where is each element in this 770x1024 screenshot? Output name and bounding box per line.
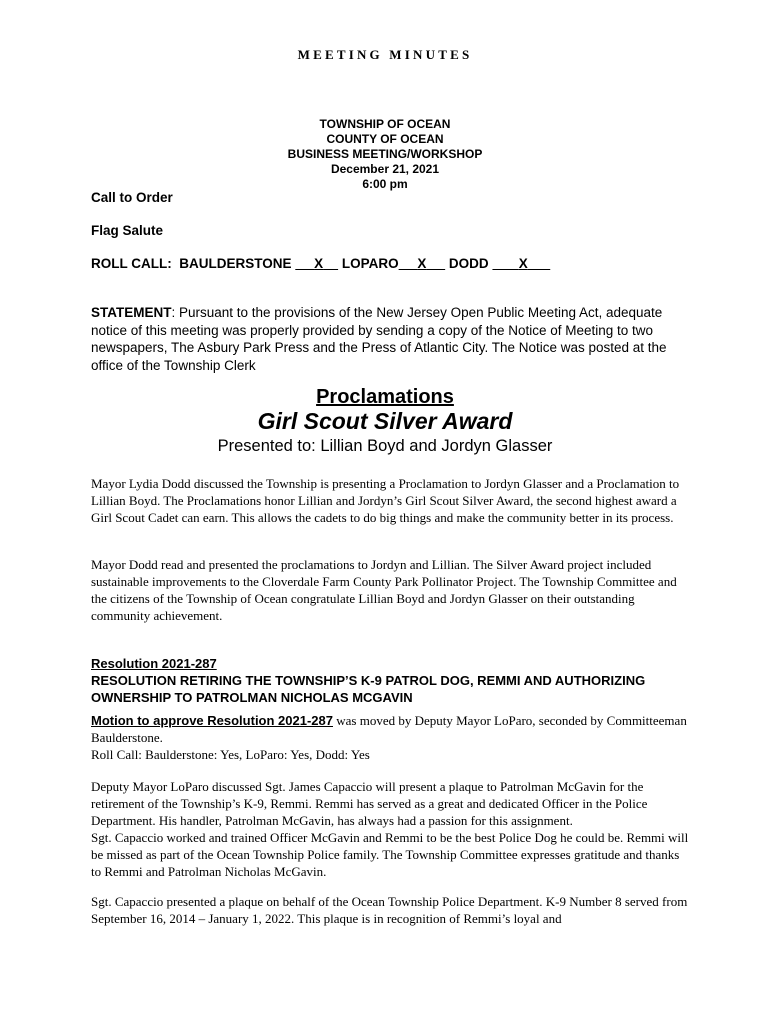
- award-title: Girl Scout Silver Award: [257, 408, 513, 434]
- roll-member-mark: X: [417, 256, 427, 271]
- presented-to: Presented to: Lillian Boyd and Jordyn Glasser: [217, 437, 553, 455]
- proclamations-heading: Proclamations: [316, 386, 454, 408]
- call-to-order-heading: Call to Order: [91, 190, 173, 205]
- meeting-type-line: BUSINESS MEETING/WORKSHOP: [287, 147, 483, 161]
- roll-member-name: BAULDERSTONE: [179, 256, 292, 271]
- roll-member-mark: X: [314, 256, 324, 271]
- statement-label: STATEMENT: [91, 305, 172, 320]
- resolution-title: RESOLUTION RETIRING THE TOWNSHIP’S K-9 PATROL DOG, REMMI AND AUTHORIZING OWNERSHIP TO PATROLMAN NICHOLAS MCGAVIN: [91, 673, 646, 705]
- flag-salute-heading: Flag Salute: [91, 223, 164, 238]
- document-title: MEETING MINUTES: [297, 47, 473, 62]
- motion-paragraph: [91, 712, 691, 763]
- resolution-paragraph: Deputy Mayor LoParo discussed Sgt. James Capaccio will present a plaque to Patrolman McGavin for the retirement of the Township’s K-9, Remmi. Remmi has served as a great and dedicated Officer in the Police Department. His handler, Patrolman McGavin, has always had a passion for this assignment. Sgt. Capaccio worked and trained Officer McGavin and Remmi to be the best Police Dog he could be. Remmi will be missed as part of the Ocean Township Police family. The Township Committee expresses gratitude and thanks to Remmi and Patrolman Nicholas McGavin.: [91, 779, 689, 879]
- motion-text: was moved by Deputy Mayor LoParo, seconded by Committeeman Baulderstone.: [91, 713, 687, 745]
- resolution-roll-call: Roll Call: Baulderstone: Yes, LoParo: Yes, Dodd: Yes: [91, 747, 370, 762]
- resolution-header: [91, 655, 691, 706]
- roll-member-name: DODD: [448, 256, 489, 271]
- motion-label: Motion to approve Resolution 2021-287: [91, 713, 333, 728]
- meeting-header: [185, 117, 585, 192]
- resolution-number: Resolution 2021-287: [91, 656, 217, 671]
- statement-paragraph: [91, 304, 691, 374]
- roll-member-name: LOPARO: [341, 256, 399, 271]
- roll-call-line: [91, 256, 550, 271]
- county-line: COUNTY OF OCEAN: [326, 132, 444, 146]
- meeting-time: 6:00 pm: [362, 177, 408, 191]
- township-line: TOWNSHIP OF OCEAN: [319, 117, 451, 131]
- proclamation-paragraph: Mayor Dodd read and presented the proclamations to Jordyn and Lillian. The Silver Award project included sustainable improvements to the Cloverdale Farm County Park Pollinator Project. The Township Committee and the citizens of the Township of Ocean congratulate Lillian Boyd and Jordyn Glasser on their outstanding community achievement.: [91, 557, 677, 623]
- statement-text: : Pursuant to the provisions of the New Jersey Open Public Meeting Act, adequate notice of this meeting was properly provided by sending a copy of the Notice of Meeting to two newspapers, The Asbury Park Press and the Press of Atlantic City. The Notice was posted at the office of the Township Clerk: [91, 305, 667, 373]
- roll-call-label: ROLL CALL:: [91, 256, 172, 271]
- roll-member-mark: X: [518, 256, 528, 271]
- meeting-date: December 21, 2021: [330, 162, 440, 176]
- proclamation-paragraph: Mayor Lydia Dodd discussed the Township is presenting a Proclamation to Jordyn Glasser and a Proclamation to Lillian Boyd. The Proclamations honor Lillian and Jordyn’s Girl Scout Silver Award, the second highest award a Girl Scout Cadet can earn. This allows the cadets to do big things and make the community better in its process.: [91, 476, 680, 525]
- resolution-paragraph: Sgt. Capaccio presented a plaque on behalf of the Ocean Township Police Department. K-9 Number 8 served from September 16, 2014 – January 1, 2022. This plaque is in recognition of Remmi’s loyal and: [91, 894, 688, 926]
